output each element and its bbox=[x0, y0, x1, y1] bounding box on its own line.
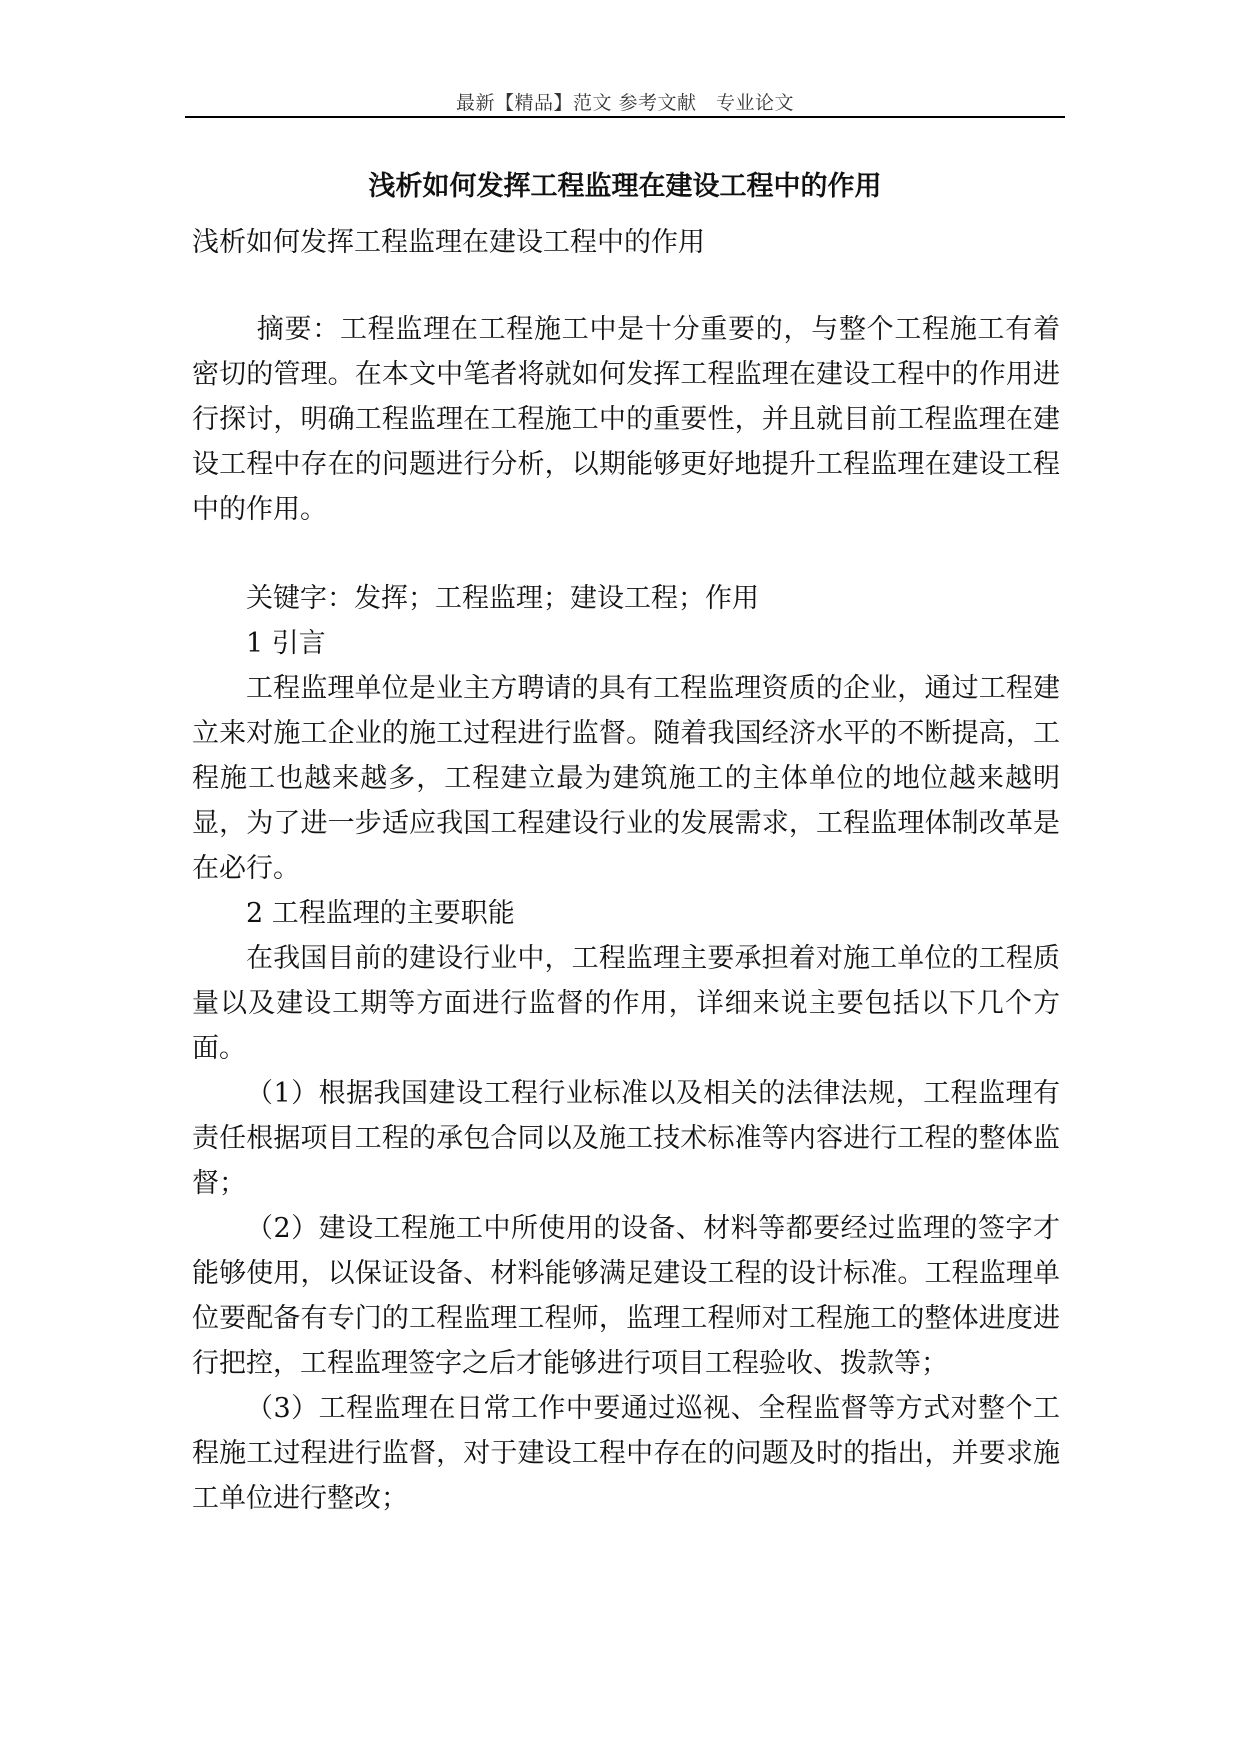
document-subtitle: 浅析如何发挥工程监理在建设工程中的作用 bbox=[192, 227, 705, 258]
keywords-line: 关键字：发挥；工程监理；建设工程；作用 bbox=[246, 583, 759, 614]
section-1-heading: 1 引言 bbox=[246, 628, 326, 659]
section-2-heading: 2 工程监理的主要职能 bbox=[246, 898, 515, 929]
list-item: （1）根据我国建设工程行业标准以及相关的法律法规，工程监理有责任根据项目工程的承包合同以及施工技术标准等内容进行工程的整体监督； bbox=[192, 1078, 1060, 1199]
list-item: （2）建设工程施工中所使用的设备、材料等都要经过监理的签字才能够使用，以保证设备、材料能够满足建设工程的设计标准。工程监理单位要配备有专门的工程监理工程师，监理工程师对工程施工的整体进度进行把控，工程监理签字之后才能够进行项目工程验收、拨款等； bbox=[192, 1213, 1060, 1379]
header-divider bbox=[185, 116, 1065, 118]
list-item: （3）工程监理在日常工作中要通过巡视、全程监督等方式对整个工程施工过程进行监督，对于建设工程中存在的问题及时的指出，并要求施工单位进行整改； bbox=[192, 1393, 1060, 1514]
section-2-intro: 在我国目前的建设行业中，工程监理主要承担着对施工单位的工程质量以及建设工期等方面进行监督的作用，详细来说主要包括以下几个方面。 bbox=[192, 943, 1060, 1064]
document-body bbox=[192, 220, 1060, 1521]
page-header: 最新【精品】范文 参考文献 专业论文 bbox=[455, 92, 795, 114]
spacer bbox=[192, 532, 1060, 576]
document-title: 浅析如何发挥工程监理在建设工程中的作用 bbox=[368, 171, 882, 202]
spacer bbox=[192, 265, 1060, 307]
section-1-paragraph: 工程监理单位是业主方聘请的具有工程监理资质的企业，通过工程建立来对施工企业的施工过程进行监督。随着我国经济水平的不断提高，工程施工也越来越多，工程建立最为建筑施工的主体单位的地位越来越明显，为了进一步适应我国工程建设行业的发展需求，工程监理体制改革是在必行。 bbox=[192, 673, 1060, 884]
abstract-paragraph: 摘要：工程监理在工程施工中是十分重要的，与整个工程施工有着密切的管理。在本文中笔者将就如何发挥工程监理在建设工程中的作用进行探讨，明确工程监理在工程施工中的重要性，并且就目前工程监理在建设工程中存在的问题进行分析，以期能够更好地提升工程监理在建设工程中的作用。 bbox=[192, 314, 1060, 525]
